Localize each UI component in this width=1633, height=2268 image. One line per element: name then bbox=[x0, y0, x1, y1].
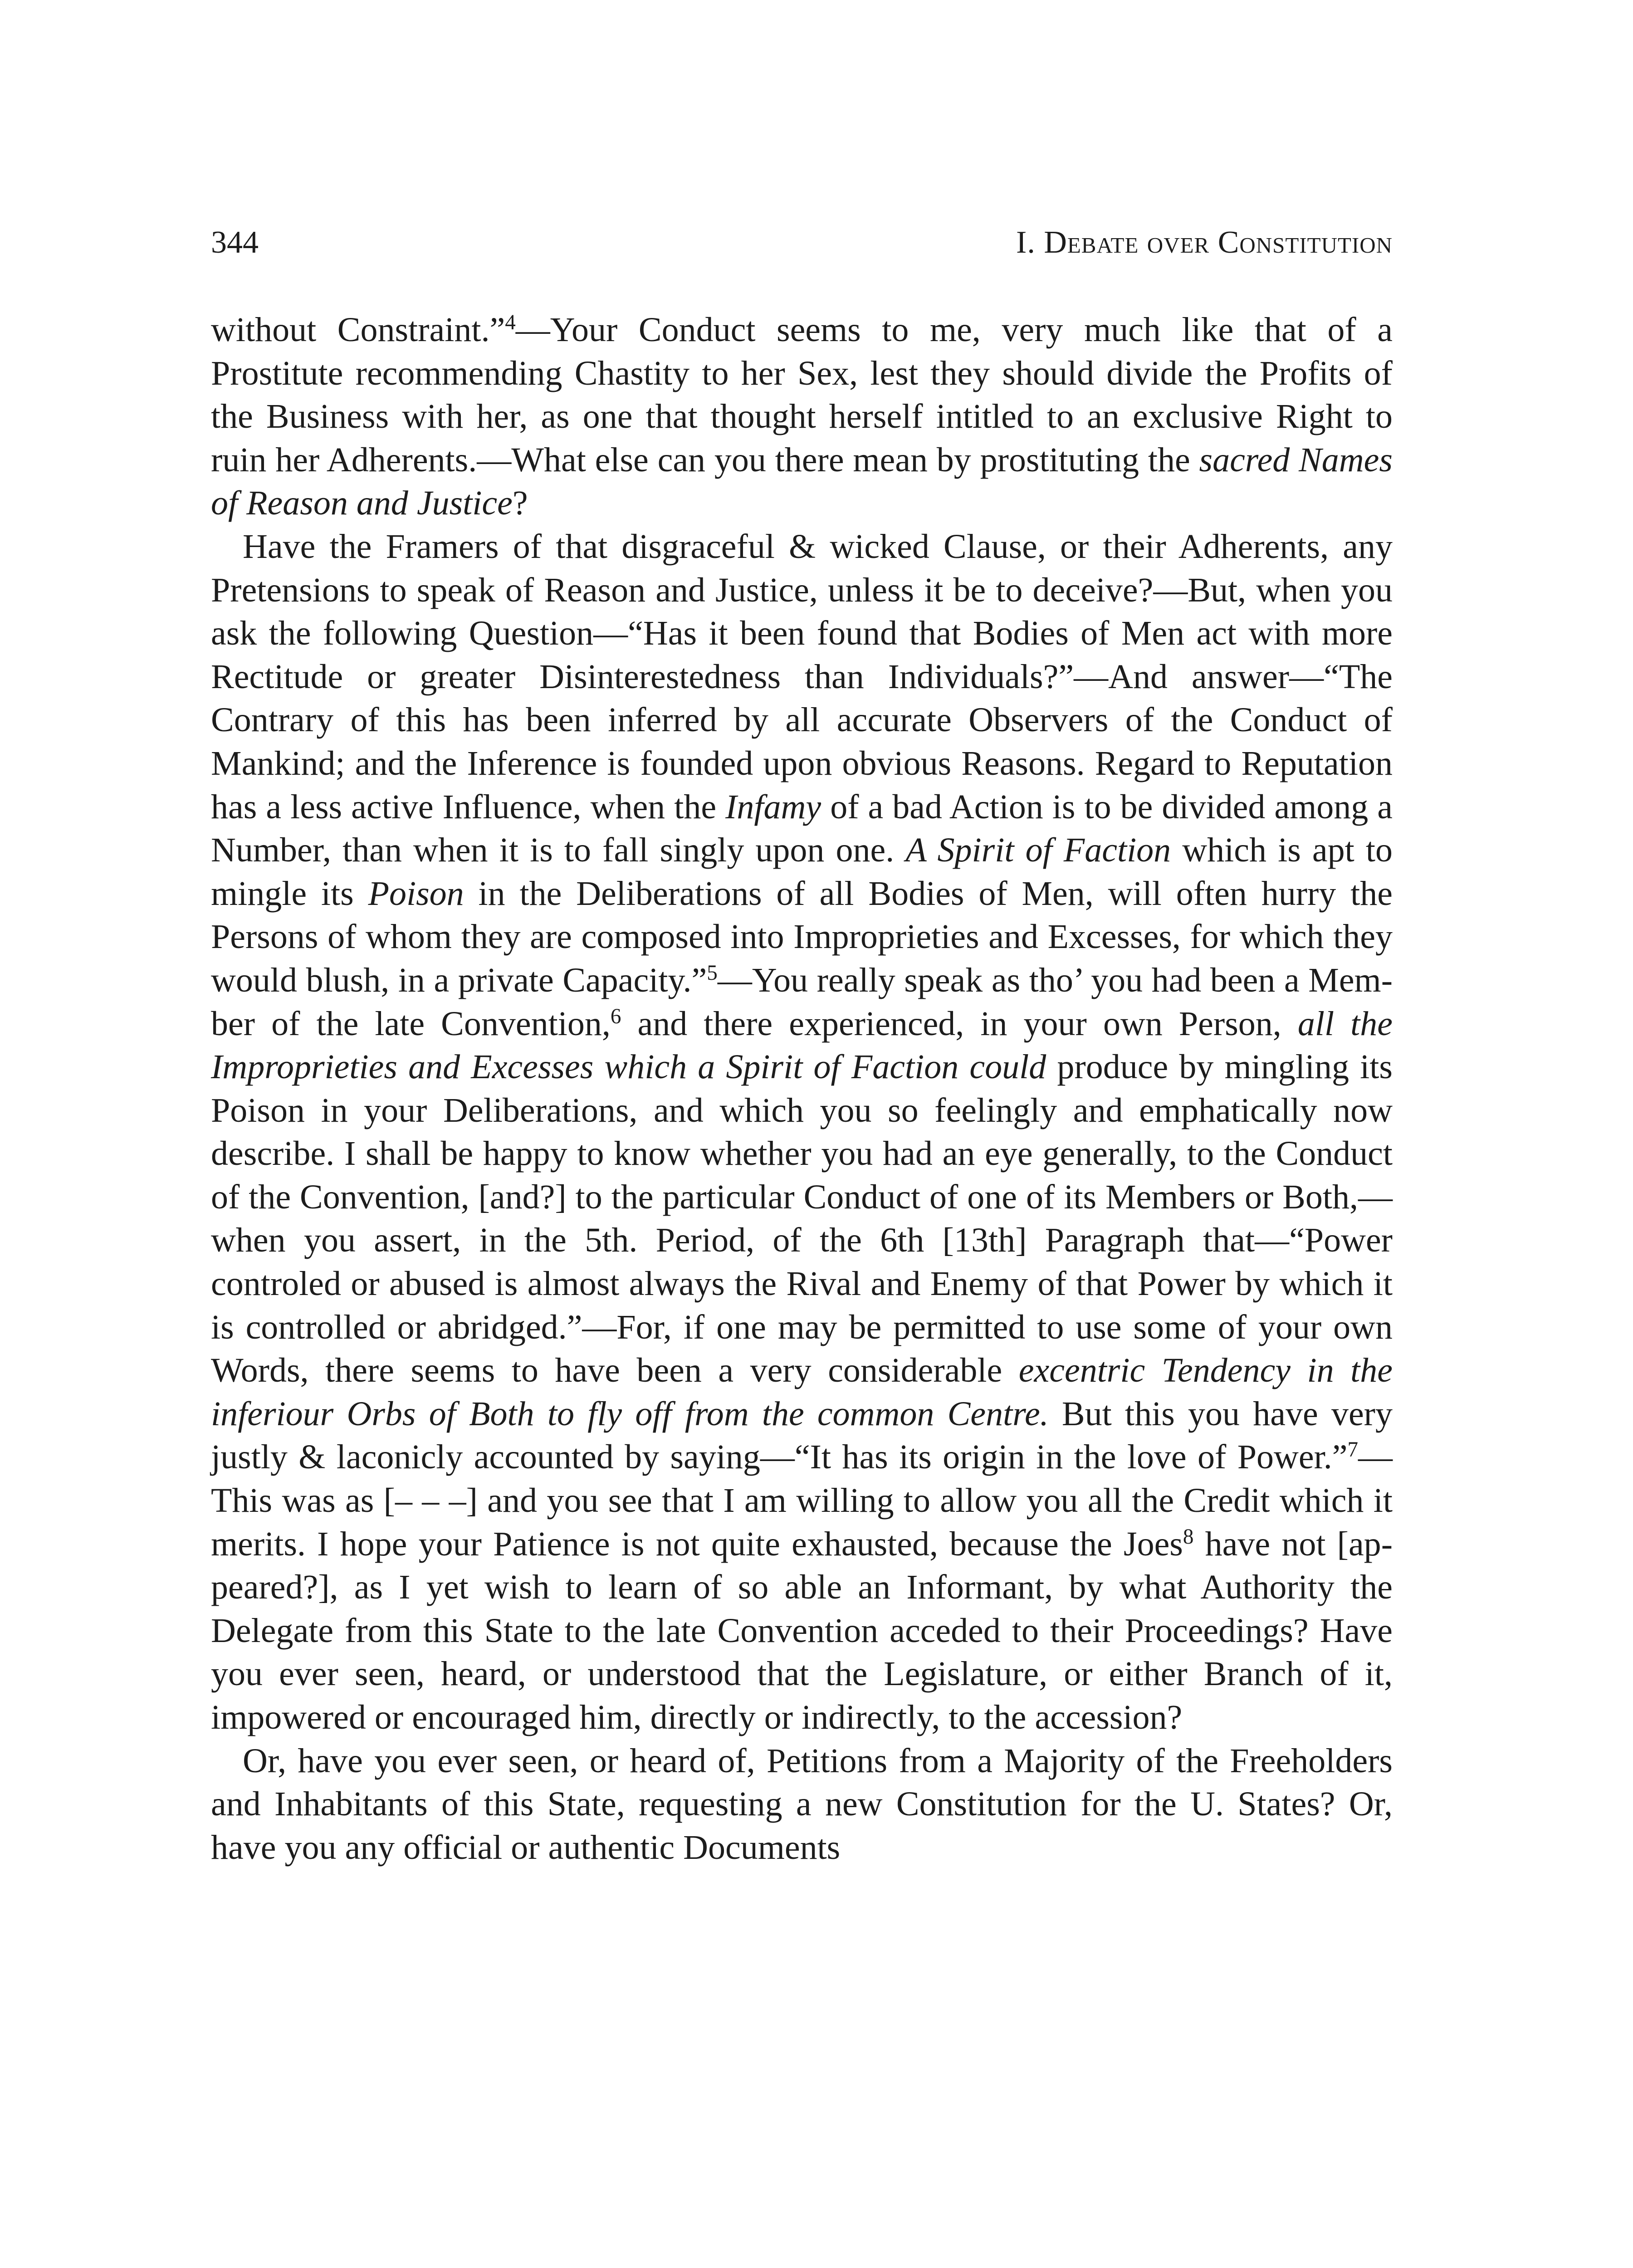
text-run: —Your Conduct seems to me, very much like that of a Prostitute recommending Chastity to her Sex, lest they should divide the Profits of the Business with her, as one that thought herself intitled to an exclusive Right to ruin her Adherents.—What else can you there mean by prostituting the bbox=[211, 311, 1393, 479]
italic-text: Poison bbox=[368, 874, 464, 913]
footnote-marker: 4 bbox=[505, 311, 516, 335]
text-run: Have the Framers of that disgraceful & wicked Clause, or their Adherents, any Pretensions to speak of Reason and Justice, unless it be to deceive?—But, when you ask the following Question—“Has it been found that Bodies of Men act with more Rectitude or greater Disinterestedness than Individuals?”—And answer—“The Contrary of this has been inferred by all accurate Observers of the Conduct of Mankind; and the Inference is founded upon obvious Reasons. Regard to Reputation has a less active Influence, when the bbox=[211, 527, 1393, 826]
text-run: But this you have very justly & laconicly accounted by saying—“It has its origin in the love of Power.” bbox=[211, 1394, 1393, 1476]
italic-text: A Spirit of Faction bbox=[905, 831, 1171, 870]
footnote-marker: 8 bbox=[1183, 1525, 1194, 1549]
text-run: without Constraint.” bbox=[211, 311, 505, 349]
text-run: in the Deliberations of all Bodies of Men, will often hurry the Persons of whom they are composed into Improprieties and Excesses, for which they would blush, in a private Capacity.” bbox=[211, 874, 1393, 999]
text-run: which is apt to mingle its bbox=[211, 831, 1393, 913]
running-title: I. Debate over Constitution bbox=[1016, 225, 1393, 260]
text-run: ? bbox=[512, 484, 528, 523]
paragraph-1 bbox=[211, 308, 1393, 525]
italic-text: Infamy bbox=[725, 787, 821, 826]
italic-text: all the Improprieties and Excesses which a Spirit of Faction could bbox=[211, 1004, 1393, 1086]
text-run: —You really speak as tho’ you had been a Member of the late Convention, bbox=[211, 961, 1393, 1043]
text-run: —This was as [– – –] and you see that I am willing to allow you all the Credit which it merits. I hope your Patience is not quite exhausted, because the Joes bbox=[211, 1438, 1393, 1563]
text-run: of a bad Action is to be divided among a Number, than when it is to fall singly upon one. bbox=[211, 787, 1393, 870]
text-run: have not [appeared?], as I yet wish to learn of so able an Informant, by what Authority the Delegate from this State to the late Convention acceded to their Proceedings? Have you ever seen, heard, or understood that the Legislature, or either Branch of it, impowered or encouraged him, directly or indirectly, to the accession? bbox=[211, 1525, 1393, 1736]
text-run: and there experienced, in your own Person, bbox=[621, 1004, 1298, 1043]
footnote-marker: 6 bbox=[610, 1004, 621, 1028]
paragraph-2 bbox=[211, 525, 1393, 1740]
page-number: 344 bbox=[211, 225, 259, 260]
text-run: Or, have you ever seen, or heard of, Petitions from a Majority of the Freeholders and Inhabitants of this State, requesting a new Constitution for the U. States? Or, have you any official or authentic Documents bbox=[211, 1741, 1393, 1867]
italic-text: excentric Tendency in the inferiour Orbs of Both to fly off from the common Centre. bbox=[211, 1351, 1393, 1433]
footnote-marker: 7 bbox=[1347, 1438, 1358, 1462]
paragraph-3 bbox=[211, 1740, 1393, 1870]
italic-text: sacred Names of Reason and Justice bbox=[211, 440, 1393, 523]
body-text bbox=[211, 308, 1393, 1869]
running-head bbox=[211, 218, 1393, 268]
text-run: produce by mingling its Poison in your Deliberations, and which you so feelingly and emphatically now describe. I shall be happy to know whether you had an eye generally, to the Conduct of the Convention, [and?] to the particular Conduct of one of its Members or Both,—when you assert, in the 5th. Period, of the 6th [13th] Paragraph that—“Power controled or abused is almost always the Rival and Enemy of that Power by which it is controlled or abridged.”—For, if one may be permitted to use some of your own Words, there seems to have been a very considerable bbox=[211, 1048, 1393, 1390]
footnote-marker: 5 bbox=[707, 961, 718, 985]
